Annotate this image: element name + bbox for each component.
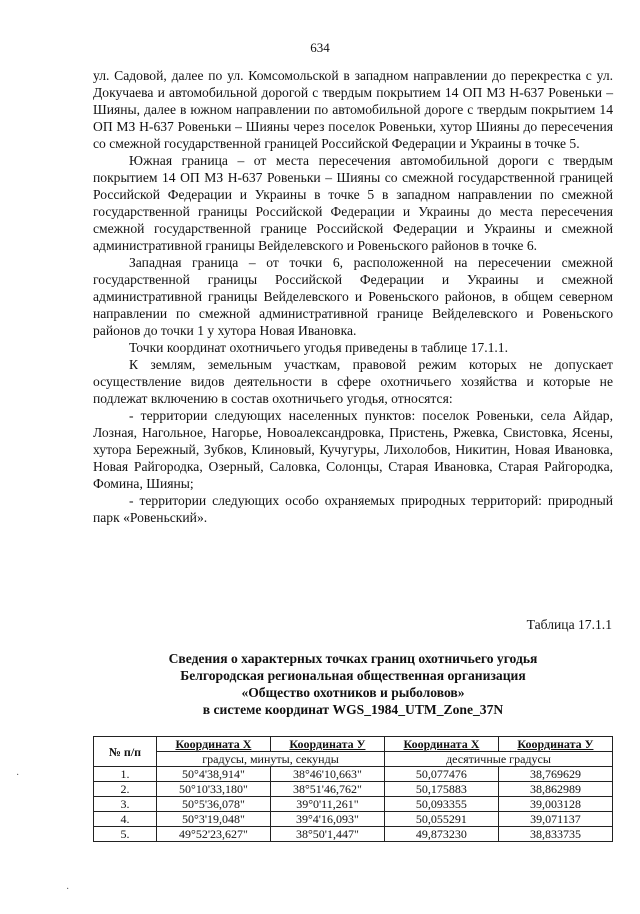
table-row <box>94 827 613 842</box>
cell-x-decimal: 50,055291 <box>384 812 498 827</box>
cell-y-dms: 38°51'46,762" <box>270 782 384 797</box>
cell-x-dms: 50°3'19,048" <box>157 812 271 827</box>
paragraph: - территории следующих особо охраняемых природных территорий: природный парк «Ровеньский». <box>93 493 613 525</box>
cell-y-decimal: 38,862989 <box>498 782 612 797</box>
cell-x-decimal: 50,093355 <box>384 797 498 812</box>
paragraph: Южная граница – от места пересечения автомобильной дороги с твердым покрытием 14 ОП МЗ Н-637 Ровеньки – Шияны со смежной государственной границей Российской Федерации и Украины в точке 5 в западном направлении по смежной государственной границы Российской Федерации и Украины до места пересечения смежной государственной границе Российской Федерации и Украины и смежной административной границы Вейделевского и Ровеньского районов в точке 6. <box>93 153 613 253</box>
col-header-x-decimal: Координата X <box>384 737 498 752</box>
cell-x-dms: 50°4'38,914" <box>157 767 271 782</box>
paragraph: Точки координат охотничьего угодья приведены в таблице 17.1.1. <box>129 340 508 355</box>
cell-y-dms: 39°0'11,261" <box>270 797 384 812</box>
table-heading-line: в системе координат WGS_1984_UTM_Zone_37N <box>202 702 504 717</box>
cell-y-dms: 38°50'1,447" <box>270 827 384 842</box>
cell-y-decimal: 38,769629 <box>498 767 612 782</box>
col-header-y-decimal: Координата У <box>498 737 612 752</box>
paragraph: ул. Садовой, далее по ул. Комсомольской в западном направлении до перекрестка с ул. Докучаева и автомобильной дорогой с твердым покрытием 14 ОП МЗ Н-637 Ровеньки – Шияны, далее в южном направлении по автомобильной дороге с твердым покрытием 14 ОП МЗ Н-637 Ровеньки – Шияны через поселок Ровеньки, хутор Шияны до пересечения со смежной государственной границей Российской Федерации и Украины в точке 5. <box>93 68 613 151</box>
cell-y-dms: 39°4'16,093" <box>270 812 384 827</box>
table-row <box>94 797 613 812</box>
table-heading-line: Белгородская региональная общественная организация <box>180 668 526 683</box>
scan-speck: · <box>66 884 70 895</box>
cell-y-decimal: 39,071137 <box>498 812 612 827</box>
col-header-num: № п/п <box>94 737 157 767</box>
table-row <box>94 767 613 782</box>
body-text <box>93 67 613 526</box>
cell-num: 5. <box>94 827 157 842</box>
table-heading <box>93 650 613 718</box>
paragraph: К землям, земельным участкам, правовой режим которых не допускает осуществление видов деятельности в сфере охотничьего хозяйства и которые не подлежат включению в состав охотничьего угодья, относятся: <box>93 357 613 406</box>
paragraph: Западная граница – от точки 6, расположенной на пересечении смежной государственной границы Российской Федерации и Украины и смежной административной границы Вейделевского и Ровеньского районов, в общем северном направлении по смежной административной границе Вейделевского и Ровеньского районов до точки 1 у хутора Новая Ивановка. <box>93 255 613 338</box>
cell-num: 4. <box>94 812 157 827</box>
cell-x-decimal: 50,175883 <box>384 782 498 797</box>
table-caption: Таблица 17.1.1 <box>526 617 612 632</box>
table-row <box>94 782 613 797</box>
cell-y-decimal: 38,833735 <box>498 827 612 842</box>
coordinates-table <box>93 736 613 842</box>
cell-num: 3. <box>94 797 157 812</box>
page-number: 634 <box>310 40 330 55</box>
scan-speck: · <box>16 770 20 781</box>
table-header-row <box>94 737 613 752</box>
cell-x-dms: 49°52'23,627" <box>157 827 271 842</box>
table-row <box>94 812 613 827</box>
units-decimal: десятичные градусы <box>384 752 612 767</box>
cell-x-dms: 50°10'33,180" <box>157 782 271 797</box>
cell-num: 2. <box>94 782 157 797</box>
col-header-y: Координата У <box>270 737 384 752</box>
cell-y-decimal: 39,003128 <box>498 797 612 812</box>
cell-x-decimal: 49,873230 <box>384 827 498 842</box>
col-header-x: Координата X <box>157 737 271 752</box>
table-heading-line: «Общество охотников и рыболовов» <box>241 685 465 700</box>
cell-num: 1. <box>94 767 157 782</box>
units-dms: градусы, минуты, секунды <box>157 752 385 767</box>
cell-y-dms: 38°46'10,663" <box>270 767 384 782</box>
paragraph: - территории следующих населенных пунктов: поселок Ровеньки, села Айдар, Лозная, Нагольное, Нагорье, Новоалександровка, Пристень, Ржевка, Свистовка, Ясены, хутора Бережный, Зубков, Клиновый, Кучугуры, Лихолобов, Никитин, Новая Ивановка, Новая Райгородка, Озерный, Саловка, Солонцы, Старая Ивановка, Старая Райгородка, Фомина, Шияны; <box>93 408 613 491</box>
cell-x-decimal: 50,077476 <box>384 767 498 782</box>
cell-x-dms: 50°5'36,078" <box>157 797 271 812</box>
table-units-row <box>94 752 613 767</box>
table-heading-line: Сведения о характерных точках границ охотничьего угодья <box>168 651 538 666</box>
